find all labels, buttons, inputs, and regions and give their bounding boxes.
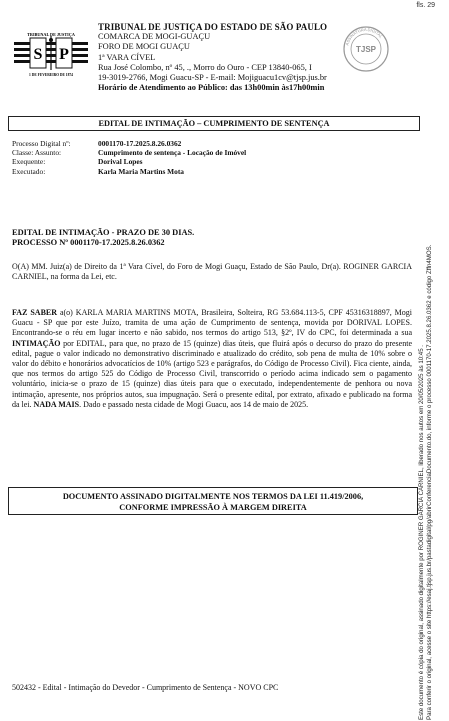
comarca: COMARCA DE MOGI-GUAÇU [98, 32, 211, 42]
notice-bold-intimacao: INTIMAÇÃO [12, 338, 61, 348]
court-header [98, 22, 378, 93]
contact-line: 19-3019-2766, Mogi Guacu-SP - E-mail: Mojiguacu1cv@tjsp.jus.br [98, 73, 327, 83]
process-value: Karla Maria Martins Mota [98, 166, 184, 176]
process-label: Executado: [12, 166, 46, 176]
notice-text-3: . Dado e passado nesta cidade de Mogi Guacu, aos 14 de maio de 2025. [79, 399, 309, 409]
emblem-date-text: 1 DE FEVEREIRO DE 1874 [29, 73, 73, 77]
process-row [12, 157, 246, 166]
notice-text-2: por EDITAL, para que, no prazo de 15 (quinze) dias úteis, que fluirá após o decurso do prazo do presente edital, pague o valor indicado no demonstrativo discriminado e atualizado do crédito, sob pena de multa de 10% sobre o valor do débito e honorários advocatícios de 10% (artigo 523 e parágrafos, do Código de Processo Civil). Fica ciente, ainda, que nos termos do artigo 525 do Código de Processo Civil, transcorrido o período acima indicado sem o pagamento voluntário, inicia-se o prazo de 15 (quinze) dias úteis para que o executado, independentemente de penhora ou nova intimação, apresente, nos próprios autos, sua impugnação. Será o presente edital, por extrato, afixado e publicado na forma da lei. [12, 338, 412, 409]
process-row [12, 148, 246, 157]
digital-signature-seal [342, 25, 390, 73]
process-value: Cumprimento de sentença - Locação de Imóvel [98, 148, 247, 158]
edital-heading [12, 228, 194, 249]
emblem-letter-p: P [59, 46, 69, 63]
edital-heading-line-1: EDITAL DE INTIMAÇÃO - PRAZO DE 30 DIAS. [12, 228, 195, 237]
seal-tjsp-text: TJSP [355, 45, 377, 54]
vara: 1ª VARA CÍVEL [98, 52, 156, 62]
notice-lead: FAZ SABER [12, 308, 58, 317]
office-hours: Horário de Atendimento ao Público: das 13h00min às17h00min [98, 83, 325, 93]
seal-ring-text: ASSINATURA DIGITAL [344, 26, 384, 46]
margin-line-1: Este documento é cópia do original, assinado digitalmente por ROGINER GARCIA CARNIEL, liberado nos autos em 20/05/2025 às 10:45 . [418, 345, 425, 720]
notice-paragraph [12, 308, 412, 410]
judge-paragraph: O(A) MM. Juiz(a) de Direito da 1ª Vara Cível, do Foro de Mogi Guaçu, Estado de São Paulo, Dr(a). ROGINER GARCIA CARNIEL, na forma da Lei, etc. [12, 262, 412, 282]
address-line: Rua José Colombo, nº 45, ., Morro do Ouro - CEP 13840-065, I [98, 62, 312, 72]
process-label: Processo Digital nº: [12, 139, 71, 148]
process-value: Dorival Lopes [98, 157, 143, 167]
document-footer: 502432 - Edital - Intimação do Devedor - Cumprimento de Sentença - NOVO CPC [12, 683, 279, 692]
court-name: TRIBUNAL DE JUSTIÇA DO ESTADO DE SÃO PAULO [98, 22, 328, 32]
process-info [12, 139, 246, 176]
document-title: EDITAL DE INTIMAÇÃO – CUMPRIMENTO DE SENTENÇA [8, 116, 420, 131]
process-row [12, 167, 246, 176]
emblem-letter-s: S [33, 46, 43, 63]
process-row [12, 139, 246, 148]
notice-text-1: a(o) KARLA MARIA MARTINS MOTA, Brasileira, Solteira, RG 53.684.113-5, CPF 45316318897, Mogi Guacu - SP que por este Juízo, tramita de uma ação de Cumprimento de sentença, movida por DORIVAL LOPES. Encontrando-se o réu em lugar incerto e não sabido, nos termos do artigo 513, §2º, IV do CPC, foi determinada a sua [12, 308, 412, 338]
signature-notice-line-2: CONFORME IMPRESSÃO À MARGEM DIREITA [119, 503, 307, 512]
foro: FORO DE MOGI GUAÇU [98, 42, 190, 52]
margin-line-2: Para conferir o original, acesse o site https://esaj.tjsp.jus.br/pastadigital/pg/abrirConferenciaDocumento.do, informe o processo 0001170-17.2025.8.26.0362 e código Zffn4MOS. [425, 244, 433, 720]
process-label: Exequente: [12, 157, 46, 167]
signature-notice [8, 487, 418, 515]
notice-bold-nada-mais: NADA MAIS [33, 399, 80, 409]
process-label: Classe: Assunto: [12, 148, 62, 158]
signature-notice-line-1: DOCUMENTO ASSINADO DIGITALMENTE NOS TERMOS DA LEI 11.419/2006, [62, 492, 364, 501]
page-marker: fls. 29 [416, 2, 435, 9]
process-value: 0001170-17.2025.8.26.0362 [98, 139, 182, 148]
edital-heading-line-2: PROCESSO Nº 0001170-17.2025.8.26.0362 [12, 238, 165, 248]
margin-verification-text [418, 0, 433, 720]
court-emblem-logo [12, 30, 90, 78]
emblem-court-text: TRIBUNAL DE JUSTIÇA [27, 32, 75, 37]
